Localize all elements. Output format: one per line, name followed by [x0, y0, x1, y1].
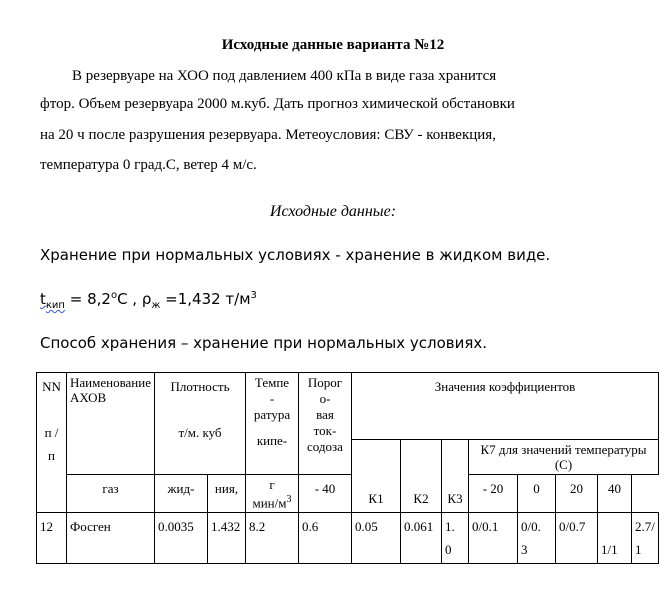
header-k7: К7 для значений температуры (С)	[469, 440, 659, 475]
paragraph-line-4: температура 0 град.С, ветер 4 м/с.	[40, 157, 257, 173]
cube-mark: 3	[250, 290, 257, 301]
cell-name: Фосген	[67, 513, 155, 564]
t-unit: С , ρ	[117, 290, 152, 308]
storage-method-line: Способ хранения – хранение при нормальных условиях.	[40, 334, 488, 352]
header-temp-40: 40	[598, 475, 632, 513]
cell-k7-40: 2.7/ 1	[632, 513, 659, 564]
cell-k3: 1. 0	[442, 513, 469, 564]
header-threshold: Порог о- вая ток- содоза	[299, 373, 352, 475]
header-boiling-temp: Темпе - ратура кипе-	[246, 373, 299, 475]
cell-k7-minus40: 0/0.1	[469, 513, 518, 564]
rho-subscript: ж	[151, 300, 161, 311]
table-units-row	[37, 475, 659, 513]
rho-value: =1,432 т/м	[160, 290, 251, 308]
cell-k2: 0.061	[401, 513, 442, 564]
table-row	[37, 513, 659, 564]
paragraph-line-2: фтор. Объем резервуара 2000 м.куб. Дать прогноз химической обстановки	[40, 96, 515, 112]
t-subscript: кип	[45, 300, 65, 311]
t-symbol: t	[40, 290, 46, 308]
header-temp-minus20: - 20	[469, 475, 518, 513]
header-k1: К1	[352, 440, 401, 513]
t-value: = 8,2	[64, 290, 111, 308]
header-temp-0: 0	[518, 475, 556, 513]
header-threshold-unit: г мин/$м^3$	[246, 475, 299, 513]
header-liquid: жид-	[155, 475, 208, 513]
paragraph-line-3: на 20 ч после разрушения резервуара. Метеоусловия: СВУ - конвекция,	[40, 127, 496, 143]
coefficients-table	[36, 372, 659, 564]
header-coefficients: Значения коэффициентов	[352, 373, 659, 440]
header-k2: К2	[401, 440, 442, 513]
properties-line	[40, 290, 257, 311]
header-k3: К3	[442, 440, 469, 513]
cell-nn: 12	[37, 513, 67, 564]
header-nn: NN п / п	[37, 373, 67, 513]
cell-k7-0: 0/0.7	[556, 513, 598, 564]
cell-gas: 0.0035	[155, 513, 208, 564]
storage-line: Хранение при нормальных условиях - хранение в жидком виде.	[40, 246, 551, 264]
cell-liquid: 1.432	[208, 513, 246, 564]
cell-temp: 8.2	[246, 513, 299, 564]
cell-k7-minus20: 0/0. 3	[518, 513, 556, 564]
cell-k7-20: 1/1	[598, 513, 632, 564]
degree-mark: о	[110, 290, 118, 301]
header-gas: газ	[67, 475, 155, 513]
header-density: Плотность т/м. куб	[155, 373, 246, 475]
header-boiling-temp-cont: ния,	[208, 475, 246, 513]
document-title: Исходные данные варианта №12	[221, 37, 445, 53]
header-temp-20: 20	[556, 475, 598, 513]
subtitle: Исходные данные:	[269, 203, 397, 220]
paragraph-line-1: В резервуаре на ХОО под давлением 400 кПа в виде газа хранится	[72, 68, 497, 84]
cell-k1: 0.05	[352, 513, 401, 564]
header-temp-minus40: - 40	[299, 475, 352, 513]
cell-threshold: 0.6	[299, 513, 352, 564]
table-header-row	[37, 373, 659, 440]
header-name: Наименование АХОВ	[67, 373, 155, 475]
